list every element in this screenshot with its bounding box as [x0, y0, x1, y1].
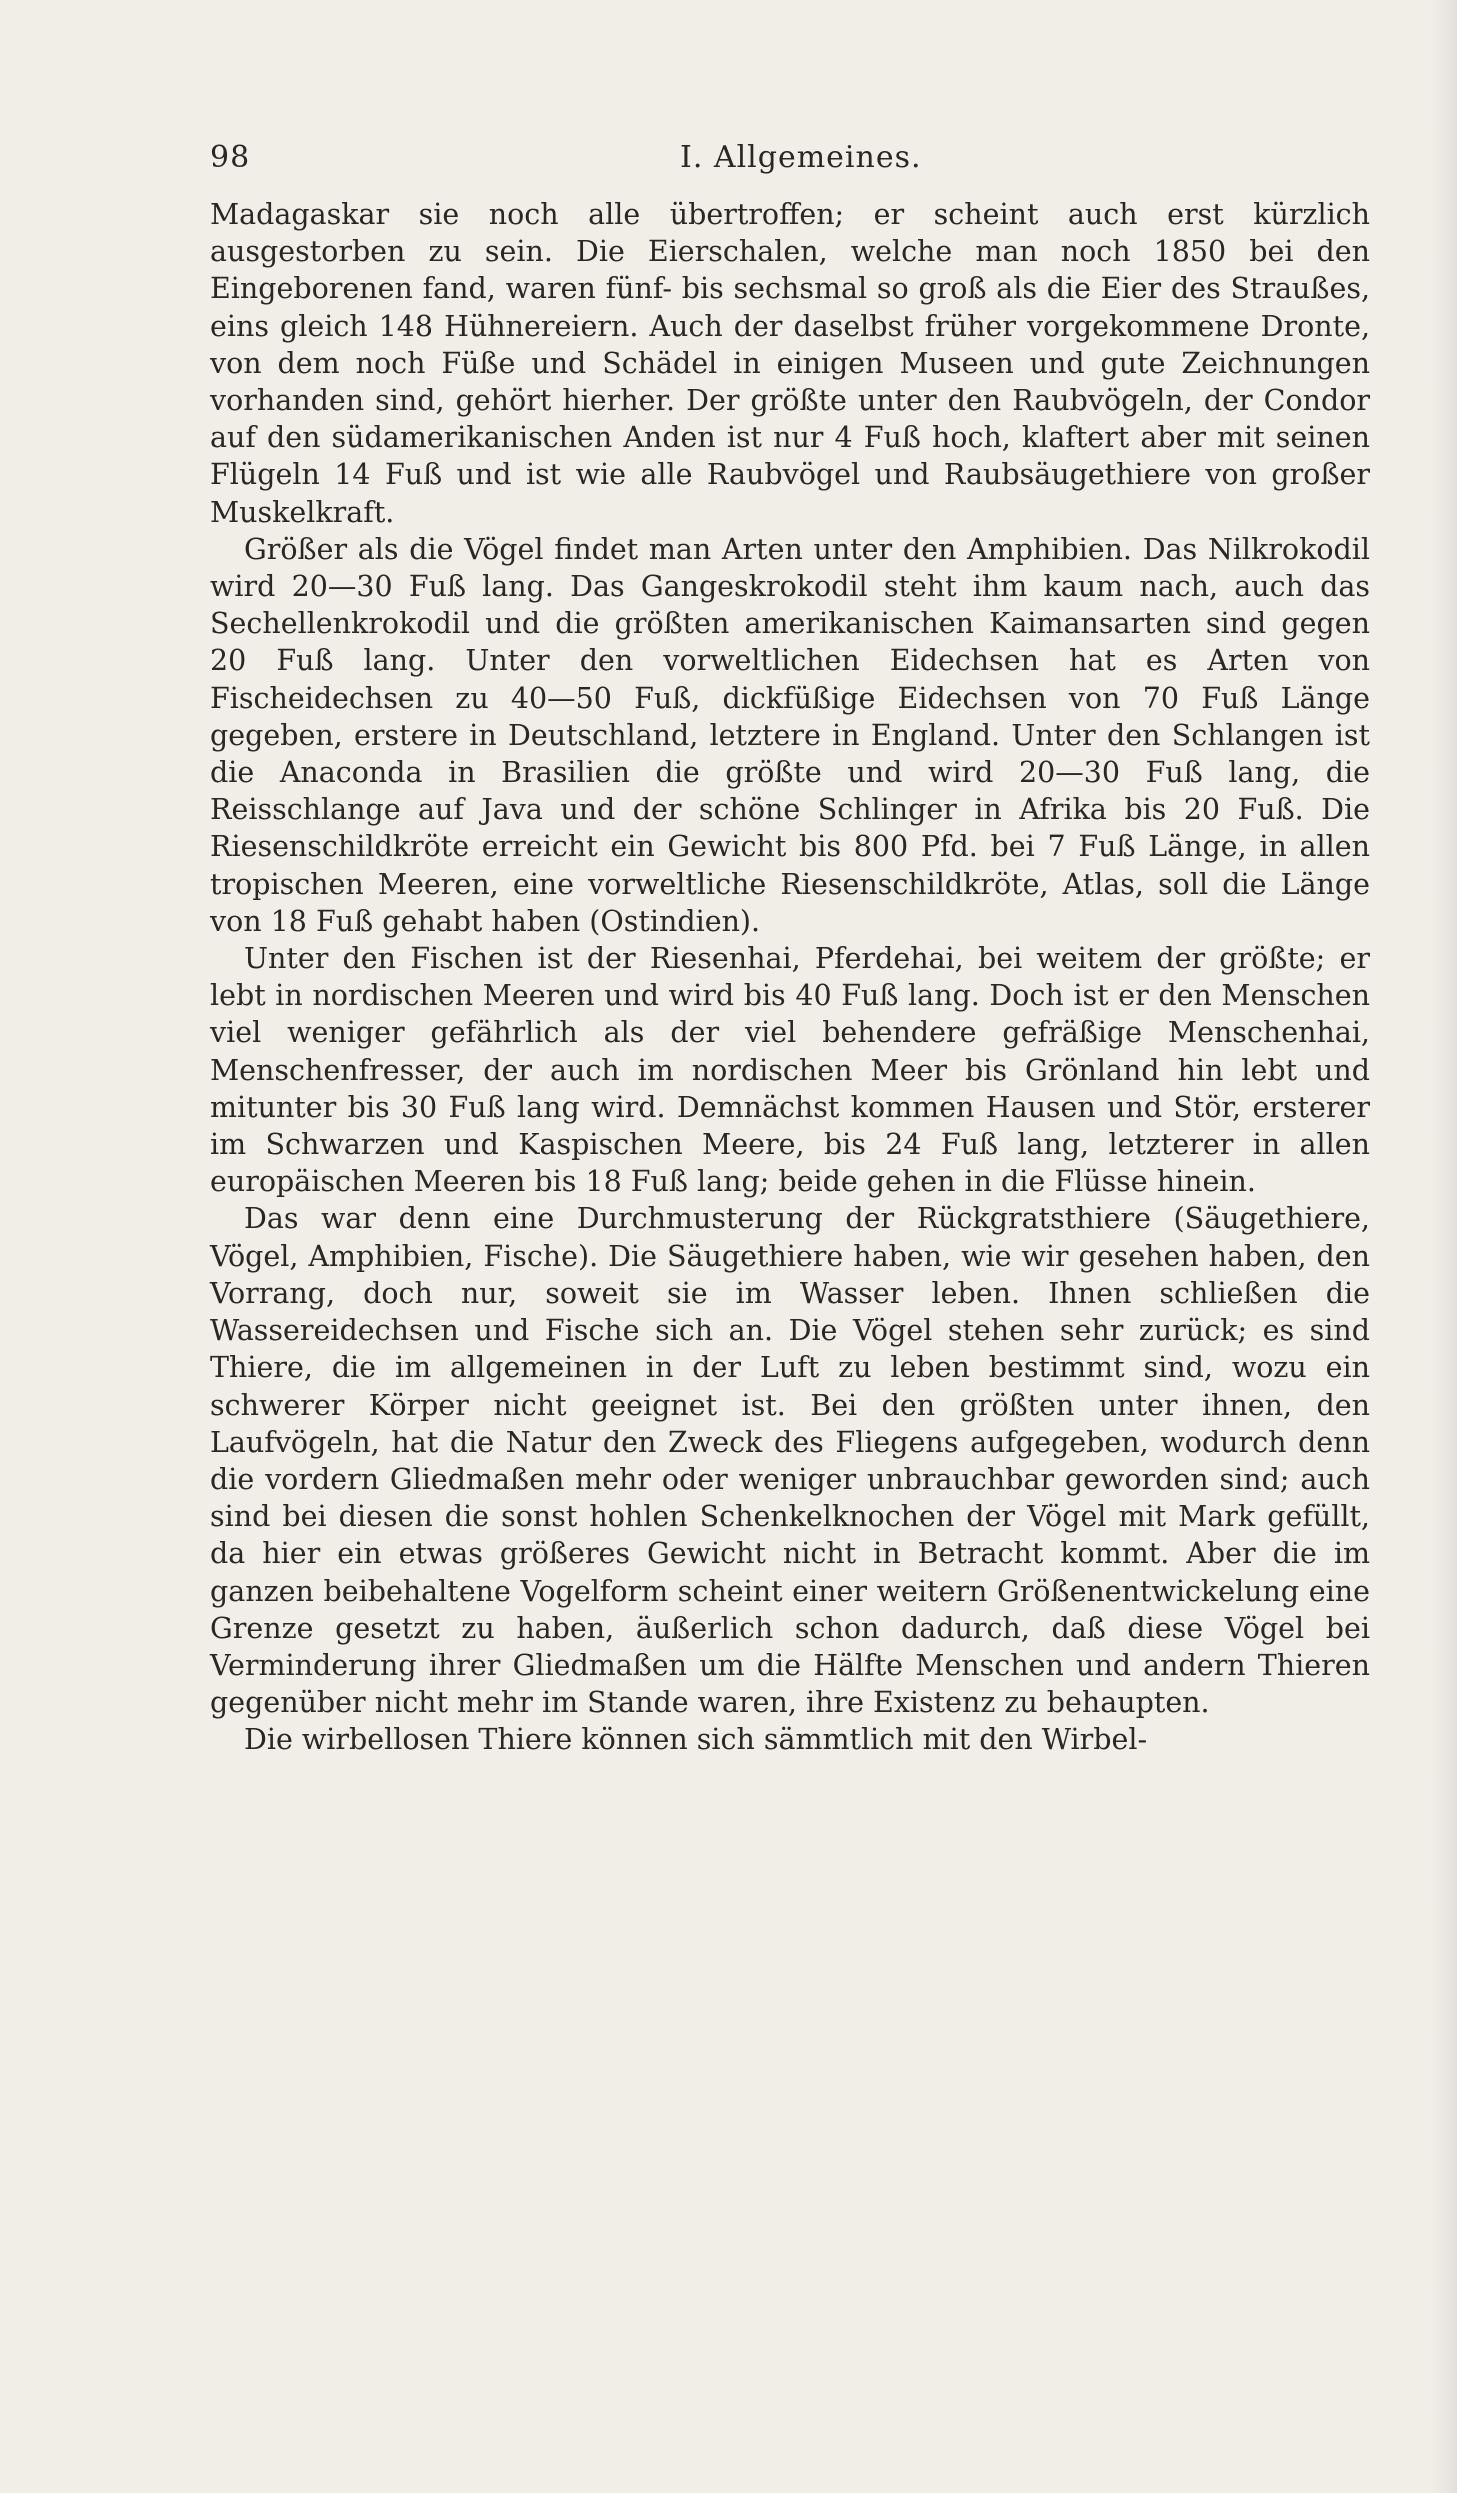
body-text: [210, 196, 1370, 1759]
page-number: 98: [210, 140, 251, 175]
paragraph-vertebrate-review: Das war denn eine Durchmusterung der Rückgratsthiere (Säugethiere, Vögel, Amphibien, Fische). Die Säugethiere haben, wie wir gesehen haben, den Vorrang, doch nur, soweit sie im Wasser leben. Ihnen schließen die Wassereidechsen und Fische sich an. Die Vögel stehen sehr zurück; es sind Thiere, die im allgemeinen in der Luft zu leben bestimmt sind, wozu ein schwerer Körper nicht geeignet ist. Bei den größten unter ihnen, den Laufvögeln, hat die Natur den Zweck des Fliegens aufgegeben, wodurch denn die vordern Gliedmaßen mehr oder weniger unbrauchbar geworden sind; auch sind bei diesen die sonst hohlen Schenkelknochen der Vögel mit Mark gefüllt, da hier ein etwas größeres Gewicht nicht in Betracht kommt. Aber die im ganzen beibehaltene Vogelform scheint einer weitern Größenentwickelung eine Grenze gesetzt zu haben, äußerlich schon dadurch, daß diese Vögel bei Verminderung ihrer Gliedmaßen um die Hälfte Menschen und andern Thieren gegenüber nicht mehr im Stande waren, ihre Existenz zu behaupten.: [210, 1202, 1370, 1720]
paragraph-invertebrates: Die wirbellosen Thiere können sich sämmtlich mit den Wirbel-: [244, 1723, 1148, 1757]
running-head: I. Allgemeines.: [680, 140, 922, 175]
page-edge-shadow: [1431, 0, 1457, 2493]
paragraph-madagascar: Madagaskar sie noch alle übertroffen; er scheint auch erst kürzlich ausgestorben zu sein. Die Eierschalen, welche man noch 1850 bei den Eingeborenen fand, waren fünf- bis sechsmal so groß als die Eier des Straußes, eins gleich 148 Hühnereiern. Auch der daselbst früher vorgekommene Dronte, von dem noch Füße und Schädel in einigen Museen und gute Zeichnungen vorhanden sind, gehört hierher. Der größte unter den Raubvögeln, der Condor auf den südamerikanischen Anden ist nur 4 Fuß hoch, klaftert aber mit seinen Flügeln 14 Fuß und ist wie alle Raubvögel und Raubsäugethiere von großer Muskelkraft.: [210, 198, 1370, 529]
paragraph-fishes: Unter den Fischen ist der Riesenhai, Pferdehai, bei weitem der größte; er lebt in nordischen Meeren und wird bis 40 Fuß lang. Doch ist er den Menschen viel weniger gefährlich als der viel behendere gefräßige Menschenhai, Menschenfresser, der auch im nordischen Meer bis Grönland hin lebt und mitunter bis 30 Fuß lang wird. Demnächst kommen Hausen und Stör, ersterer im Schwarzen und Kaspischen Meere, bis 24 Fuß lang, letzterer in allen europäischen Meeren bis 18 Fuß lang; beide gehen in die Flüsse hinein.: [210, 942, 1370, 1199]
page-header: [210, 140, 1370, 180]
paragraph-amphibians: Größer als die Vögel findet man Arten unter den Amphibien. Das Nilkrokodil wird 20—30 Fuß lang. Das Gangeskrokodil steht ihm kaum nach, auch das Sechellenkrokodil und die größten amerikanischen Kaimansarten sind gegen 20 Fuß lang. Unter den vorweltlichen Eidechsen hat es Arten von Fischeidechsen zu 40—50 Fuß, dickfüßige Eidechsen von 70 Fuß Länge gegeben, erstere in Deutschland, letztere in England. Unter den Schlangen ist die Anaconda in Brasilien die größte und wird 20—30 Fuß lang, die Reisschlange auf Java und der schöne Schlinger in Afrika bis 20 Fuß. Die Riesenschildkröte erreicht ein Gewicht bis 800 Pfd. bei 7 Fuß Länge, in allen tropischen Meeren, eine vorweltliche Riesenschildkröte, Atlas, soll die Länge von 18 Fuß gehabt haben (Ostindien).: [210, 532, 1370, 938]
